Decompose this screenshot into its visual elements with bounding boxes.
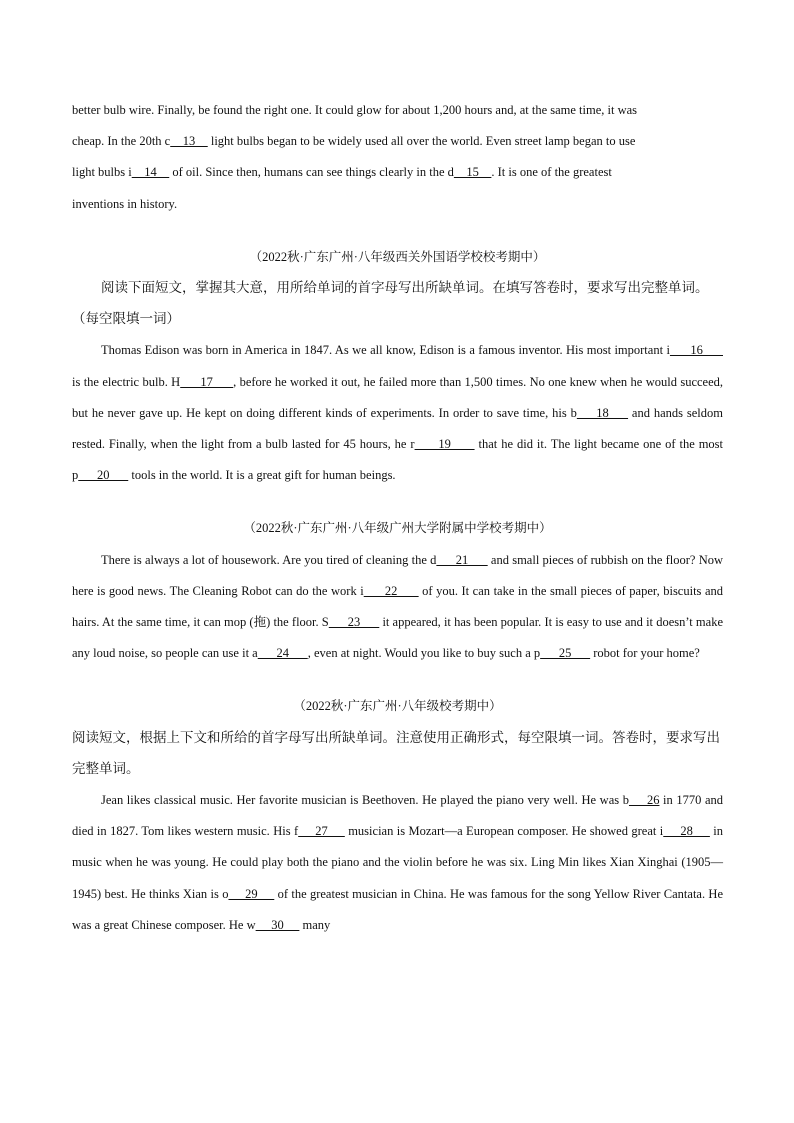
section-passage: There is always a lot of housework. Are you tired of cleaning the d 21 and small pieces of rubbish on the floor? Now here is good news. The Cleaning Robot can do the work i 22 of you. It can take in the small pieces of paper, biscuits and hairs. At the same time, it can mop (拖) the floor. S 23 it appeared, it has been popular. It is easy to use and it doesn’t make any loud noise, so people can use it a 24 , even at night. Would you like to buy such a p 25 robot for your home? [72, 552, 724, 661]
section-passage: Jean likes classical music. Her favorite musician is Beethoven. He played the piano very well. He was b 26 in 1770 and died in 1827. Tom likes western music. His f 27 musician is Mozart—a European composer. He showed great i 28 in music when he was young. He could play both the piano and the violin before he was six. Ling Min likes Xian Xinghai (1905—1945) best. He thinks Xian is o 29 of the greatest musician in China. He was famous for the song Yellow River Cantata. He was a great Chinese composer. He w 30 many [72, 793, 724, 932]
answer-blank[interactable]: 24 [257, 646, 308, 661]
answer-blank[interactable]: 19 [414, 437, 475, 452]
section-source: （2022秋·广东广州·八年级西关外国语学校校考期中） [249, 249, 546, 264]
section-passage: Thomas Edison was born in America in 1847. As we all know, Edison is a famous inventor. His most important i 16 is the electric bulb. H 17 , before he worked it out, he failed more than 1,500 times. No one knew when he would succeed, but he never gave up. He kept on doing different kinds of experiments. In order to save time, his b 18 and hands seldom rested. Finally, when the light from a bulb lasted for 45 hours, he r 19 that he did it. The light became one of the most p 20 tools in the world. It is a great gift for human beings. [72, 343, 724, 483]
passage-line: light bulbs i 14 of oil. Since then, humans can see things clearly in the d 15 . It is one of the greatest [72, 165, 612, 180]
answer-blank[interactable]: 28 [663, 824, 710, 839]
answer-blank[interactable]: 23 [328, 615, 380, 630]
passage-line: inventions in history. [72, 196, 178, 211]
answer-blank[interactable]: 20 [78, 468, 129, 483]
document-page [72, 95, 723, 941]
answer-blank[interactable]: 18 [576, 405, 629, 420]
section-1 [72, 242, 723, 492]
section-instruction: 阅读短文，根据上下文和所给的首字母写出所缺单词。注意使用正确形式，每空限填一词。答卷时，要求写出完整单词。 [72, 729, 720, 777]
section-instruction: 阅读下面短文，掌握其大意，用所给单词的首字母写出所缺单词。在填写答卷时，要求写出完整单词。（每空限填一词） [72, 280, 709, 328]
answer-blank[interactable]: 14 [131, 165, 170, 180]
passage-line: cheap. In the 20th c 13 light bulbs began to be widely used all over the world. Even street lamp began to use [72, 134, 636, 149]
section-3 [72, 691, 723, 941]
answer-blank[interactable]: 16 [669, 343, 723, 358]
passage-continued [72, 95, 723, 220]
answer-blank[interactable]: 21 [436, 552, 488, 567]
answer-blank[interactable]: 17 [180, 374, 234, 389]
answer-blank[interactable]: 25 [540, 646, 591, 661]
answer-blank[interactable]: 30 [255, 917, 300, 932]
answer-blank[interactable]: 13 [170, 134, 208, 149]
answer-blank[interactable]: 22 [363, 583, 419, 598]
answer-blank[interactable]: 27 [298, 824, 345, 839]
answer-blank[interactable]: 26 [628, 793, 660, 808]
answer-blank[interactable]: 15 [453, 165, 492, 180]
section-2 [72, 513, 723, 669]
answer-blank[interactable]: 29 [228, 886, 275, 901]
passage-line: better bulb wire. Finally, be found the right one. It could glow for about 1,200 hours and, at the same time, it was [72, 103, 638, 117]
section-source: （2022秋·广东广州·八年级广州大学附属中学校考期中） [243, 521, 552, 536]
section-source: （2022秋·广东广州·八年级校考期中） [293, 699, 502, 714]
